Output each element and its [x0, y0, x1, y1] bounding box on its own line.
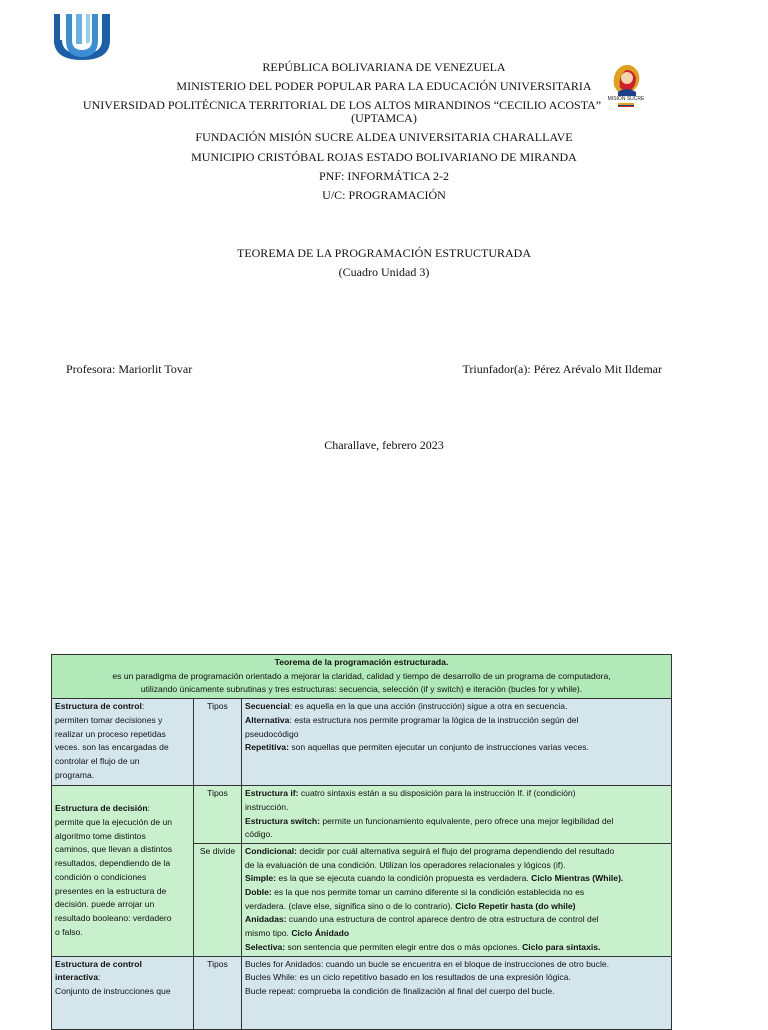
header-line-foundation: FUNDACIÓN MISIÓN SUCRE ALDEA UNIVERSITARIA CHARALLAVE: [195, 130, 573, 144]
decision-desc-line: presentes en la estructura de: [55, 885, 167, 896]
decision-desc-line: decisión. puede arrojar un: [55, 899, 155, 910]
header-line-university: UNIVERSIDAD POLITÉCNICA TERRITORIAL DE LOS ALTOS MIRANDINOS “CECILIO ACOSTA”: [82, 98, 602, 112]
decision-structure-cell: [52, 786, 194, 956]
division-item: verdadera. (clave else, significa sino o de lo contrario). Ciclo Repetir hasta (do while): [245, 900, 576, 911]
table-row-control: [52, 699, 672, 786]
header-line-acronym: (UPTAMCA): [351, 111, 417, 125]
control-item: pseudocódigo: [245, 728, 299, 739]
control-item: Repetitiva: son aquellas que permiten ejecutar un conjunto de instrucciones varias veces.: [245, 742, 589, 753]
decision-type-item: código.: [245, 829, 273, 840]
interactive-item: Bucles for Anidados: cuando un bucle se encuentra en el bloque de instrucciones de otro bucle.: [245, 958, 610, 969]
decision-type-label: Tipos: [194, 786, 242, 844]
control-structure-cell: [52, 699, 194, 786]
control-desc-line: realizar un proceso repetidas: [55, 728, 166, 739]
decision-types-cell: [242, 786, 672, 844]
decision-desc-line: algoritmo tome distintos: [55, 830, 146, 841]
interactive-structure-cell: [52, 956, 194, 1029]
document-title: TEOREMA DE LA PROGRAMACIÓN ESTRUCTURADA: [236, 246, 532, 260]
decision-desc-line: condición o condiciones: [55, 871, 147, 882]
division-item: Condicional: decidir por cuál alternativa seguirá el flujo del programa dependiendo del resultado: [245, 845, 615, 856]
decision-divisions-cell: [242, 843, 672, 956]
teacher-name: Profesora: Mariorlit Tovar: [66, 362, 193, 376]
division-item: Doble: es la que nos permite tomar un camino diferente si la condición establecida no es: [245, 887, 585, 898]
control-desc-line: programa.: [55, 769, 95, 780]
control-types-cell: [242, 699, 672, 786]
interactive-title-suffix: :: [98, 972, 101, 983]
table-description-line-2: utilizando únicamente subrutinas y tres estructuras: secuencia, selección (if y switch) e iteración (bucles for y while).: [140, 684, 583, 695]
interactive-desc-line: Conjunto de instrucciones que: [55, 985, 171, 996]
control-desc-line: permiten tomar decisiones y: [55, 714, 163, 725]
header-line-ministry: MINISTERIO DEL PODER POPULAR PARA LA EDUCACIÓN UNIVERSITARIA: [176, 79, 592, 93]
table-description-line-1: es un paradigma de programación orientado a mejorar la claridad, calidad y tiempo de desarrollo de un programa de computadora,: [112, 670, 611, 681]
control-item: Secuencial: es aquella en la que una acción (instrucción) sigue a otra en secuencia.: [245, 701, 568, 712]
decision-type-item: Estructura if: cuatro sintaxis están a su disposición para la instrucción If. if (condición): [245, 788, 576, 799]
decision-divide-label: Se divide: [194, 843, 242, 956]
table-title: Teorema de la programación estructurada.: [274, 657, 449, 667]
decision-desc-line: o falso.: [55, 926, 83, 937]
interactive-item: Bucle repeat: comprueba la condición de finalización al final del cuerpo del bucle.: [245, 985, 555, 996]
header-line-municipality: MUNICIPIO CRISTÓBAL ROJAS ESTADO BOLIVARIANO DE MIRANDA: [191, 150, 577, 164]
division-item: de la evaluación de una condición. Utilizan los operadores relacionales y lógicos (if).: [245, 859, 566, 870]
header-line-uc: U/C: PROGRAMACIÓN: [322, 188, 446, 202]
structured-programming-table: [51, 654, 672, 1030]
decision-desc-line: resultado booleano: verdadero: [55, 912, 172, 923]
division-item: Simple: es la que se ejecuta cuando la condición propuesta es verdadera. Ciclo Mientras (While).: [245, 873, 624, 884]
control-title-suffix: :: [141, 701, 145, 712]
division-item: Selectiva: son sentencia que permiten elegir entre dos o más opciones. Ciclo para sintaxis.: [245, 941, 601, 952]
interactive-item: Bucles While: es un ciclo repetitivo basado en los resultados de una expresión lógica.: [245, 972, 571, 983]
interactive-types-cell: [242, 956, 672, 1029]
control-item: Alternativa: esta estructura nos permite programar la lógica de la instrucción según del: [245, 714, 579, 725]
interactive-structure-title-2: interactiva: [55, 972, 98, 983]
university-logo: [52, 12, 112, 62]
decision-type-item: Estructura switch: permite un funcionamiento equivalente, pero ofrece una mejor legibilidad del: [245, 815, 614, 826]
interactive-type-label: Tipos: [194, 956, 242, 1029]
division-item: Anidadas: cuando una estructura de control aparece dentro de otra estructura de control del: [245, 914, 599, 925]
student-name: Triunfador(a): Pérez Arévalo Mit Ildemar: [462, 362, 662, 376]
decision-desc-line: resultados, dependiendo de la: [55, 858, 171, 869]
control-type-label: Tipos: [194, 699, 242, 786]
control-desc-line: controlar el flujo de un: [55, 755, 140, 766]
header-line-republic: REPÚBLICA BOLIVARIANA DE VENEZUELA: [262, 60, 506, 74]
table-row-interactive: [52, 956, 672, 1029]
decision-structure-title: Estructura de decisión: [55, 803, 148, 814]
table-header-cell: [52, 655, 672, 699]
decision-title-suffix: :: [147, 803, 151, 814]
table-header-row: [52, 655, 672, 699]
decision-desc-line: permite que la ejecución de un: [55, 817, 173, 828]
decision-type-item: instrucción.: [245, 801, 289, 812]
table-row-decision-types: [52, 786, 672, 844]
place-date: Charallave, febrero 2023: [324, 438, 444, 452]
header-line-pnf: PNF: INFORMÁTICA 2-2: [318, 169, 450, 183]
decision-desc-line: caminos, que llevan a distintos: [55, 844, 173, 855]
division-item: mismo tipo. Ciclo Ánidado: [245, 928, 350, 939]
control-desc-line: veces. son las encargadas de: [55, 742, 169, 753]
control-structure-title: Estructura de control: [55, 701, 142, 712]
interactive-structure-title: Estructura de control: [55, 958, 142, 969]
logo-caption: MISIÓN SUCRE: [607, 96, 645, 102]
document-subtitle: (Cuadro Unidad 3): [338, 265, 430, 279]
